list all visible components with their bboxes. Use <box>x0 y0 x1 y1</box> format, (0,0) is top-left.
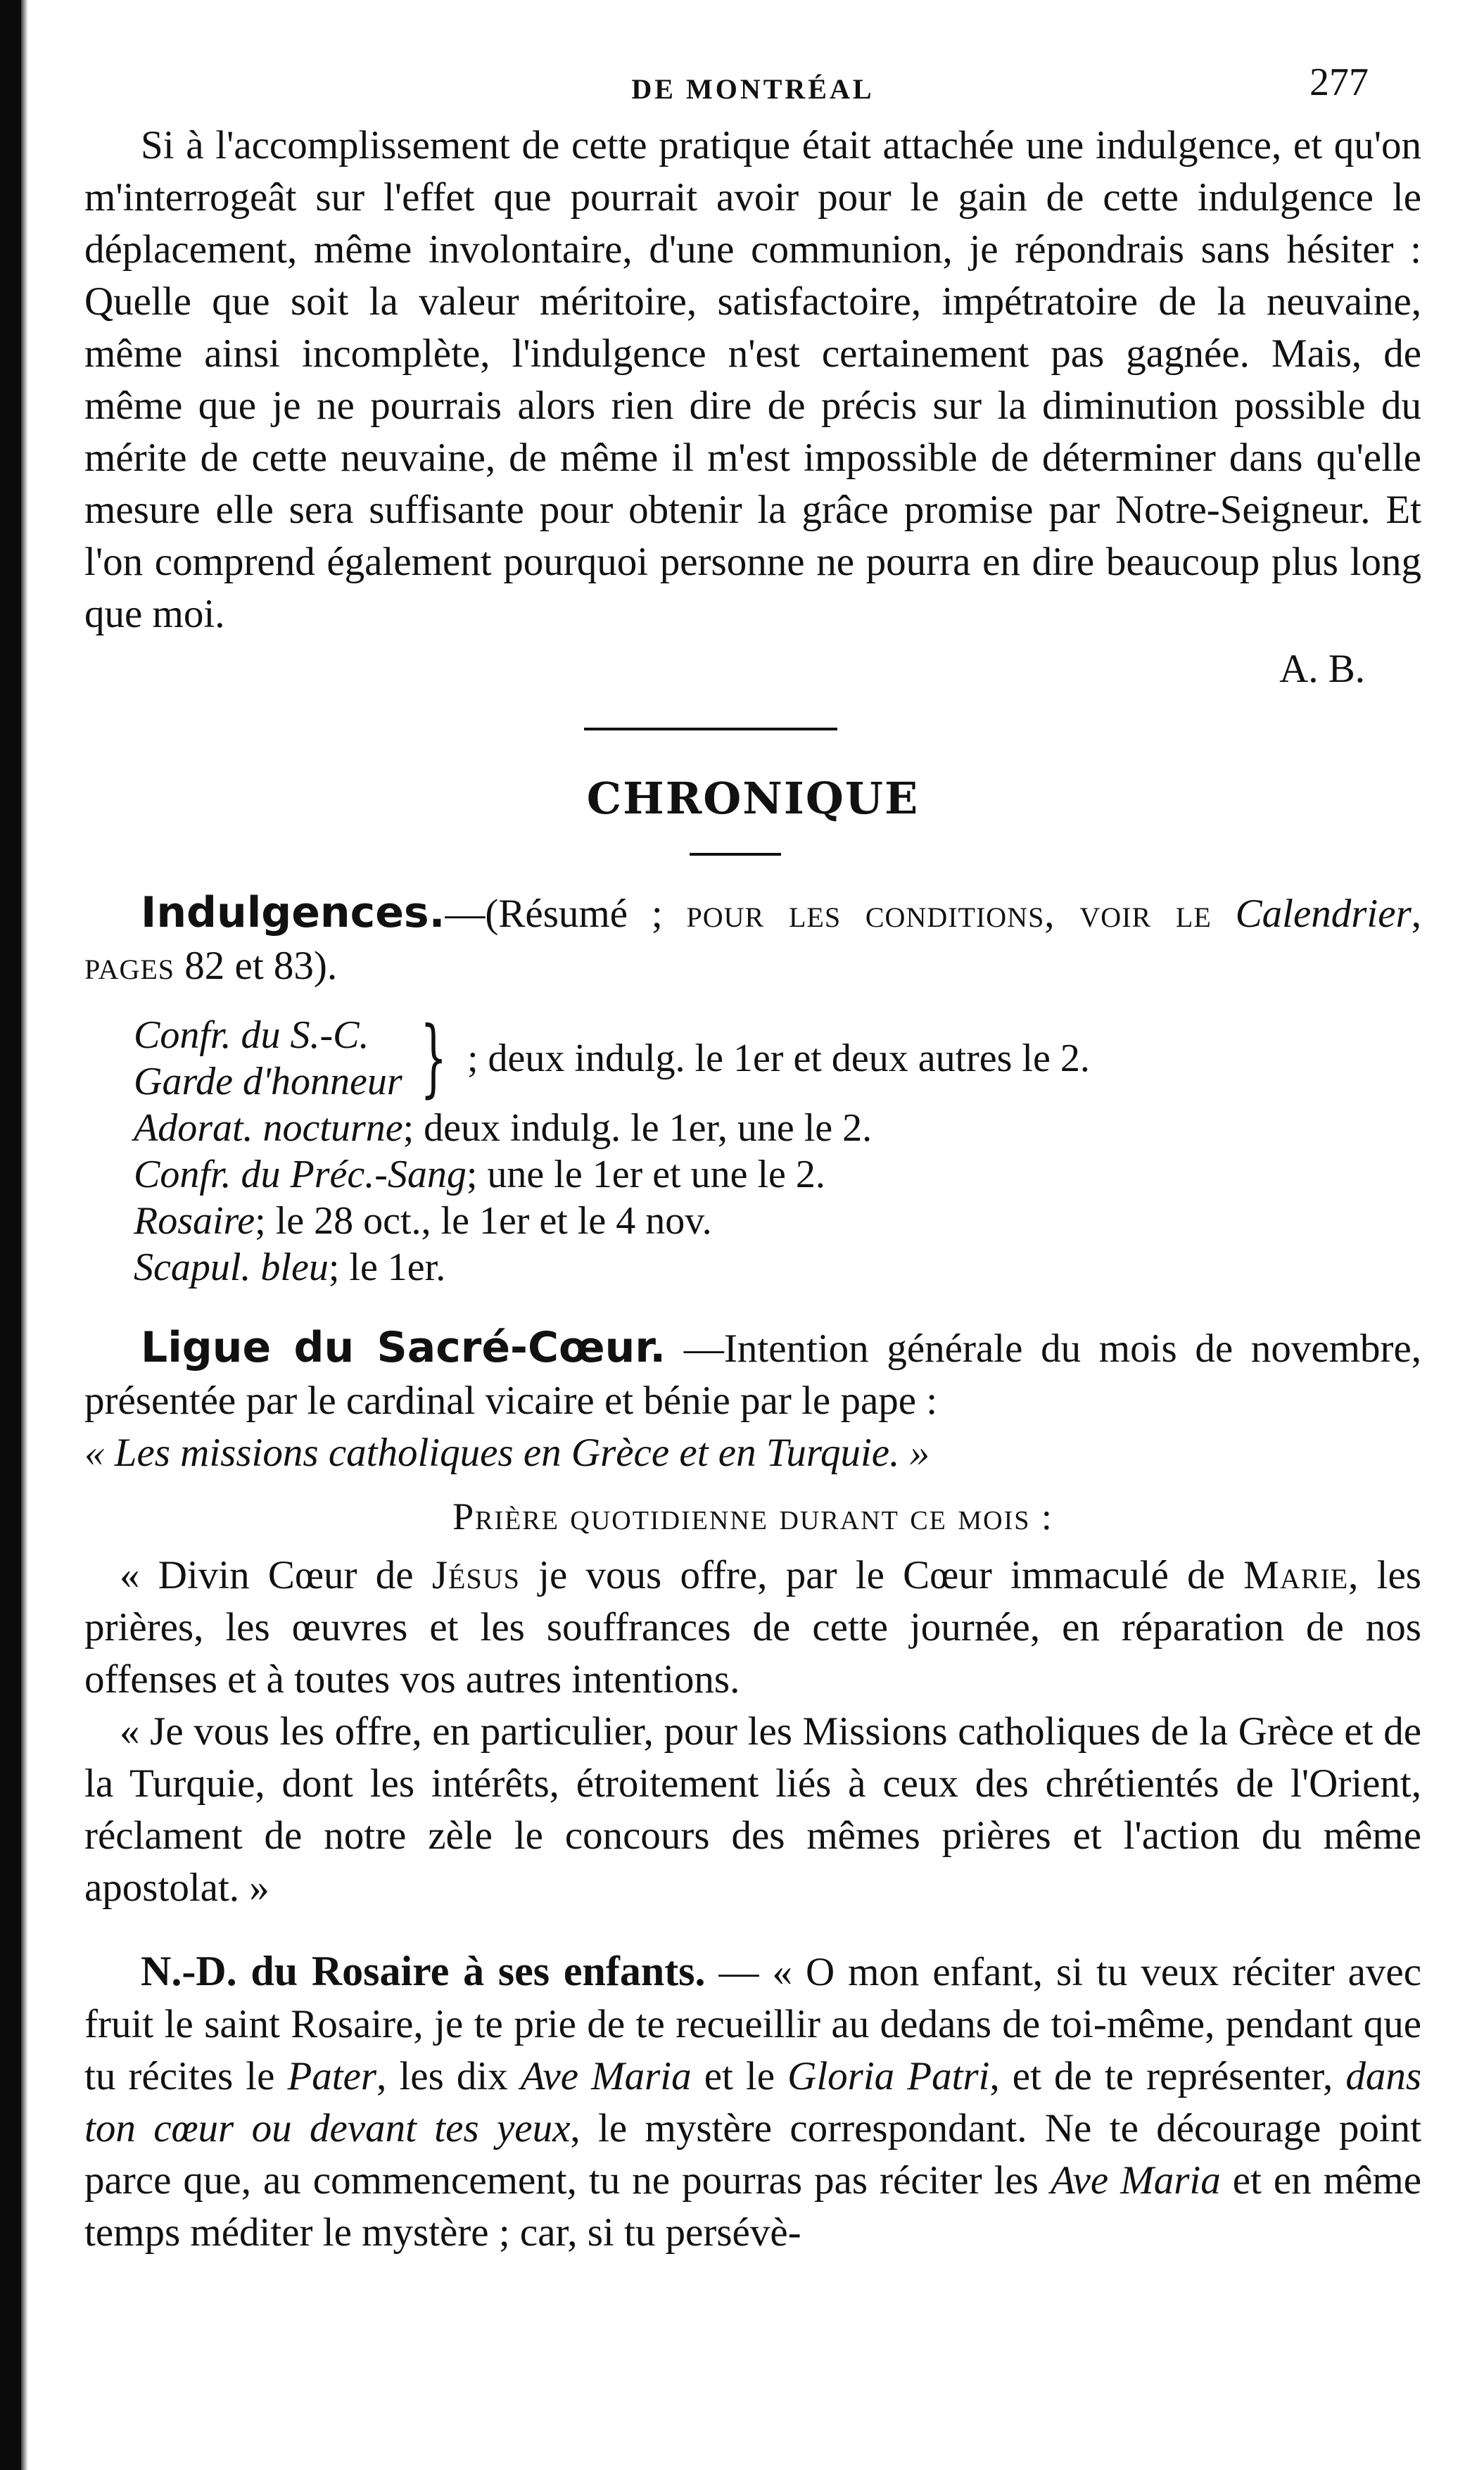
indulgence-row <box>134 1009 1421 1107</box>
indulgences-intro-sc: pour les conditions, voir le <box>686 892 1212 936</box>
confraternity-name: Garde d'honneur <box>134 1060 402 1103</box>
binding-edge <box>21 0 28 2470</box>
indulgence-row <box>134 1151 1421 1198</box>
opening-paragraph: Si à l'accomplissement de cette pratique était attachée une indulgence, et qu'on m'interrogeât sur l'effet que pourrait avoir pour le gain de cette indulgence le déplacement, même involontaire, d'une communion, je répondrais sans hésiter : Quelle que soit la valeur méritoire, satisfactoire, impétratoire de la neuvaine, même ainsi incomplète, l'indulgence n'est certainement pas gagnée. Mais, de même que je ne pourrais alors rien dire de précis sur la diminution possible du mérite de cette neuvaine, de même il m'est impossible de déterminer dans qu'elle mesure elle sera suffisante pour obtenir la grâce promise par Notre-Seigneur. Et l'on comprend également pourquoi personne ne pourra en dire beaucoup plus long que moi. <box>84 123 1421 636</box>
rosaire-t1: — « O mon enfant, si tu veux réciter avec fruit le saint Rosaire, je te prie de te recueillir au dedans de toi-même, pendant que tu récites le <box>84 1950 1421 2098</box>
indulgences-intro-c: 82 et 83). <box>175 944 338 988</box>
indulgences-intro-a: —(Résumé ; <box>445 892 687 936</box>
indulgences-intro-pages: pages <box>84 944 175 988</box>
brace-glyph: } <box>419 1009 447 1107</box>
ligue-intention-text: « Les missions catholiques en Grèce et en Turquie. » <box>84 1431 930 1475</box>
daily-prayer <box>84 1550 1421 1914</box>
rosaire-t2: , les dix <box>376 2054 521 2098</box>
indulgence-row <box>134 1105 1421 1151</box>
confraternity-name: Confr. du S.-C. <box>134 1013 369 1057</box>
ligue-section <box>84 1322 1421 1914</box>
indulgence-row <box>134 1244 1421 1291</box>
indulgences-intro-b: , <box>1411 892 1421 936</box>
indulgence-text: ; deux indulg. le 1er et deux autres le 2. <box>467 1037 1090 1080</box>
confraternity-name: Confr. du Préc.-Sang <box>134 1153 467 1196</box>
rosaire-heading: N.-D. du Rosaire à ses enfants. <box>141 1948 706 1994</box>
indulgence-list <box>84 1009 1421 1291</box>
ligue-paragraph <box>84 1322 1421 1427</box>
calendrier-ref: Calendrier <box>1235 892 1412 936</box>
indulgence-text: ; deux indulg. le 1er, une le 2. <box>402 1106 873 1150</box>
indulgence-text: ; le 28 oct., le 1er et le 4 nov. <box>255 1199 712 1243</box>
book-binding-shadow <box>0 0 21 2470</box>
ligue-heading: Ligue du Sacré-Cœur. <box>141 1323 666 1372</box>
page-number: 277 <box>1309 61 1369 104</box>
rosaire-i1: Pater <box>287 2054 377 2098</box>
indulgence-text: ; une le 1er et une le 2. <box>466 1153 825 1196</box>
ligue-intention <box>84 1427 1421 1479</box>
brace-names <box>134 1012 402 1105</box>
prayer-1b: je vous offre, par le Cœur immaculé de <box>519 1553 1244 1597</box>
running-head <box>84 56 1421 120</box>
chronique-title: CHRONIQUE <box>586 773 920 824</box>
indulgence-text: ; le 1er. <box>328 1246 446 1289</box>
indulgences-heading: Indulgences. <box>141 888 445 937</box>
prayer-1c: , les prières, les œuvres et les souffrances de cette journée, en réparation de nos offenses et à toutes vos autres intentions. <box>84 1553 1421 1702</box>
indulgence-row <box>134 1198 1421 1244</box>
prayer-paragraph-1 <box>84 1550 1421 1706</box>
book-page <box>84 56 1421 2259</box>
indulgences-intro <box>84 887 1421 992</box>
prayer-paragraph-2: « Je vous les offre, en particulier, pour les Missions catholiques de la Grèce et de la Turquie, dont les intérêts, étroitement liés à ceux des chrétientés de l'Orient, réclament de notre zèle le concours des mêmes prières et l'action du même apostolat. » <box>84 1709 1421 1910</box>
confraternity-name: Adorat. nocturne <box>134 1106 403 1150</box>
rosaire-section <box>84 1945 1421 2259</box>
ligue-text: —Intention générale du mois de novembre, présentée par le cardinal vicaire et bénie par le pape : <box>84 1326 1421 1423</box>
rosaire-paragraph <box>84 1945 1421 2259</box>
confraternity-name: Scapul. bleu <box>134 1246 329 1289</box>
prayer-1-marie: Marie <box>1243 1553 1349 1597</box>
prayer-heading: Prière quotidienne durant ce mois : <box>452 1495 1053 1538</box>
indulgences-section <box>84 887 1421 1291</box>
rosaire-i3: Gloria Patri <box>787 2054 990 2098</box>
signature: A. B. <box>1279 647 1365 691</box>
title-underline <box>690 853 781 856</box>
prayer-1a: « Divin Cœur de <box>120 1553 432 1597</box>
prayer-1-jesus: Jésus <box>431 1553 520 1597</box>
running-title: DE MONTRÉAL <box>631 73 875 105</box>
rosaire-t6: et en même temps méditer le mystère ; car, si tu persévè- <box>84 2158 1421 2255</box>
confraternity-name: Rosaire <box>134 1199 255 1243</box>
rosaire-i5: Ave Maria <box>1050 2158 1221 2203</box>
brace-group <box>134 1009 1090 1107</box>
section-divider <box>584 728 837 730</box>
rosaire-t3: et le <box>691 2054 788 2098</box>
rosaire-i4: dans ton cœur ou devant tes yeux <box>84 2054 1421 2151</box>
rosaire-i2: Ave Maria <box>520 2054 692 2098</box>
rosaire-t5: , le mystère correspondant. Ne te décourage point parce que, au commencement, tu ne pourras pas réciter les <box>84 2106 1421 2203</box>
rosaire-t4: , et de te représenter, <box>989 2054 1346 2098</box>
